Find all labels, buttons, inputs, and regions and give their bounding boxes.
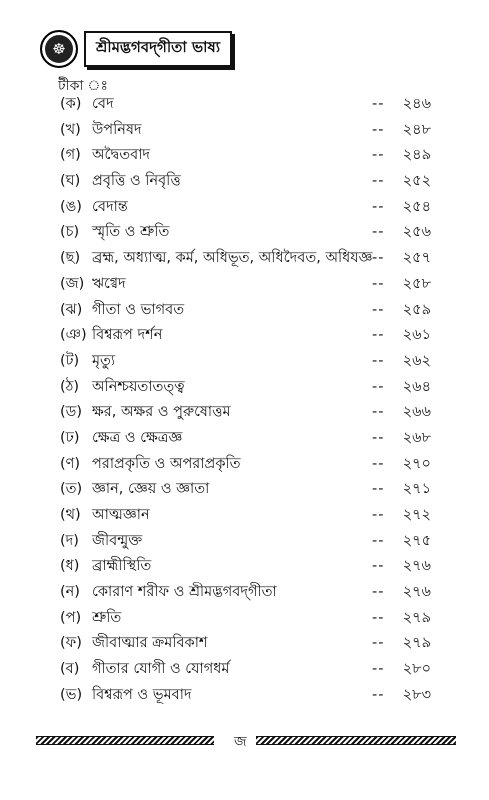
toc-entry-title: বেদ bbox=[92, 96, 114, 112]
toc-entry-page: ২৫৬ bbox=[402, 224, 431, 241]
toc-entry-title: আত্মজ্ঞান bbox=[92, 507, 150, 523]
footer-ornament-right bbox=[256, 736, 456, 745]
toc-entry bbox=[0, 92, 489, 118]
toc-entry bbox=[0, 375, 489, 401]
toc-entry-dash: -- bbox=[372, 635, 385, 652]
toc-entry-marker: (ব) bbox=[60, 661, 80, 678]
toc-entry-page: ২৬২ bbox=[402, 352, 431, 369]
toc-entry-marker: (খ) bbox=[60, 121, 81, 138]
toc-entry-dash: -- bbox=[372, 404, 385, 421]
toc-entry-title: গীতা ও ভাগবত bbox=[92, 301, 185, 318]
toc-entry-title: কোরাণ শরীফ ও শ্রীমদ্ভগবদ্‌গীতা bbox=[92, 584, 277, 601]
toc-entry-marker: (ন) bbox=[60, 584, 80, 601]
toc-entry bbox=[0, 683, 489, 709]
toc-entry-page: ২৬৬ bbox=[402, 404, 431, 421]
toc-entry-marker: (ণ) bbox=[60, 455, 81, 472]
toc-entry-dash: -- bbox=[372, 352, 385, 369]
footer-ornament-left bbox=[36, 736, 214, 745]
toc-entry-page: ২৬৮ bbox=[402, 429, 431, 446]
toc-entry-page: ২৮৩ bbox=[402, 686, 431, 703]
toc-entry-title: শ্রুতি bbox=[92, 609, 122, 626]
toc-entry-marker: (ঞ) bbox=[60, 327, 87, 344]
toc-entry bbox=[0, 298, 489, 324]
toc-entry-page: ২৪৬ bbox=[402, 96, 431, 112]
toc-entry-title: অনিশ্চয়তাতত্ত্ব bbox=[92, 378, 185, 395]
toc-entry bbox=[0, 143, 489, 169]
toc-entry bbox=[0, 246, 489, 272]
toc-entry-title: প্রবৃত্তি ও নিবৃত্তি bbox=[92, 173, 181, 190]
toc-entry-dash: -- bbox=[372, 455, 385, 472]
toc-entry-title: বেদান্ত bbox=[92, 198, 128, 215]
toc-entry-page: ২৫৪ bbox=[402, 198, 431, 215]
toc-entry bbox=[0, 606, 489, 632]
toc-entry bbox=[0, 529, 489, 555]
toc-entry bbox=[0, 477, 489, 503]
toc-entry bbox=[0, 220, 489, 246]
toc-entry-dash: -- bbox=[372, 558, 385, 575]
page-mark: জ bbox=[234, 734, 247, 750]
toc-entry-page: ২৭১ bbox=[402, 481, 431, 498]
toc-entry bbox=[0, 169, 489, 195]
toc-entry bbox=[0, 118, 489, 144]
toc-entry-marker: (দ) bbox=[60, 532, 79, 549]
toc-entry-dash: -- bbox=[372, 121, 385, 138]
toc-entry-title: বিশ্বরূপ ও ভূমবাদ bbox=[92, 686, 192, 703]
toc-entry-page: ২৭০ bbox=[402, 455, 431, 472]
toc-entry-title: উপনিষদ bbox=[92, 121, 142, 138]
toc-entry-page: ২৮০ bbox=[402, 661, 431, 678]
toc-entry bbox=[0, 580, 489, 606]
toc-entry bbox=[0, 452, 489, 478]
toc-entry-dash: -- bbox=[372, 378, 385, 395]
toc-entry-title: গীতার যোগী ও যোগধর্ম bbox=[92, 661, 230, 678]
toc-entry-title: স্মৃতি ও শ্রুতি bbox=[92, 224, 170, 241]
toc-entry-marker: (ঠ) bbox=[60, 378, 80, 395]
toc-entry-title: ক্ষেত্র ও ক্ষেত্রজ্ঞ bbox=[92, 429, 183, 446]
toc-entry bbox=[0, 195, 489, 221]
toc-entry-page: ২৭৯ bbox=[402, 635, 431, 652]
toc-entry-page: ২৫৭ bbox=[402, 250, 431, 267]
toc-entry-page: ২৭৬ bbox=[402, 558, 431, 575]
toc-entry-dash: -- bbox=[372, 507, 385, 523]
toc-entry-page: ২৭৬ bbox=[402, 584, 431, 601]
toc-entry-dash: -- bbox=[372, 198, 385, 215]
toc-entry-title: ব্রাহ্মীস্থিতি bbox=[92, 558, 152, 575]
toc-entry-title: ব্রহ্ম, অধ্যাত্ম, কর্ম, অধিভূত, অধিদৈবত, অধিযজ্ঞ bbox=[92, 250, 373, 267]
toc-entry-marker: (চ) bbox=[60, 224, 80, 241]
toc-entry-page: ২৪৯ bbox=[402, 147, 431, 164]
toc-entry-title: ক্ষর, অক্ষর ও পুরুষোত্তম bbox=[92, 404, 231, 421]
toc-entry-dash: -- bbox=[372, 584, 385, 601]
page-footer bbox=[36, 733, 456, 750]
toc-entry bbox=[0, 349, 489, 375]
toc-entry-marker: (ধ) bbox=[60, 558, 80, 575]
toc-entry bbox=[0, 400, 489, 426]
toc-entry-dash: -- bbox=[372, 275, 385, 292]
toc-entry-dash: -- bbox=[372, 481, 385, 498]
page-header bbox=[40, 30, 232, 68]
toc-entry-dash: -- bbox=[372, 532, 385, 549]
toc-entry-marker: (ভ) bbox=[60, 686, 83, 703]
toc-entry bbox=[0, 426, 489, 452]
toc-entry-title: জ্ঞান, জ্ঞেয় ও জ্ঞাতা bbox=[92, 481, 210, 498]
toc-entry-marker: (জ) bbox=[60, 275, 85, 292]
toc-entry-marker: (ঘ) bbox=[60, 173, 81, 190]
toc-entry-dash: -- bbox=[372, 429, 385, 446]
toc-entry-title: মৃত্যু bbox=[92, 352, 116, 369]
toc-list bbox=[0, 92, 489, 709]
toc-entry-dash: -- bbox=[372, 609, 385, 626]
toc-entry-title: ঋগ্বেদ bbox=[92, 275, 126, 292]
toc-entry-page: ২৭২ bbox=[402, 507, 431, 523]
toc-entry-marker: (ট) bbox=[60, 352, 80, 369]
toc-entry bbox=[0, 631, 489, 657]
toc-entry bbox=[0, 272, 489, 298]
toc-entry-page: ২৪৮ bbox=[402, 121, 431, 138]
toc-entry-marker: (ড) bbox=[60, 404, 82, 421]
toc-entry bbox=[0, 657, 489, 683]
toc-entry-page: ২৭৯ bbox=[402, 609, 431, 626]
toc-entry-page: ২৫২ bbox=[402, 173, 431, 190]
toc-entry-marker: (ঙ) bbox=[60, 198, 82, 215]
toc-entry-dash: -- bbox=[372, 147, 385, 164]
book-title: শ্রীমদ্ভগবদ্‌গীতা ভাষ্য bbox=[84, 31, 232, 67]
toc-entry-marker: (প) bbox=[60, 609, 82, 626]
toc-entry bbox=[0, 323, 489, 349]
toc-entry-page: ২৫৮ bbox=[402, 275, 431, 292]
toc-entry-dash: -- bbox=[372, 250, 385, 267]
toc-entry bbox=[0, 554, 489, 580]
toc-entry-dash: -- bbox=[372, 301, 385, 318]
toc-entry-page: ২৫৯ bbox=[402, 301, 431, 318]
toc-entry-marker: (ফ) bbox=[60, 635, 82, 652]
toc-entry bbox=[0, 503, 489, 529]
toc-entry-title: জীবন্মুক্ত bbox=[92, 532, 143, 549]
toc-entry-dash: -- bbox=[372, 96, 385, 112]
toc-entry-marker: (গ) bbox=[60, 147, 81, 164]
gita-chariot-emblem-icon: ☸ bbox=[40, 30, 78, 68]
toc-entry-marker: (ক) bbox=[60, 96, 82, 112]
toc-entry-page: ২৭৫ bbox=[402, 532, 431, 549]
toc-entry-page: ২৬১ bbox=[402, 327, 431, 344]
toc-entry-title: পরাপ্রকৃতি ও অপরাপ্রকৃতি bbox=[92, 455, 241, 472]
toc-entry-page: ২৬৪ bbox=[402, 378, 431, 395]
toc-entry-title: জীবাত্মার ক্রমবিকাশ bbox=[92, 635, 208, 652]
toc-entry-dash: -- bbox=[372, 327, 385, 344]
toc-entry-dash: -- bbox=[372, 173, 385, 190]
toc-entry-marker: (ত) bbox=[60, 481, 83, 498]
section-label: টীকা ঃ bbox=[58, 78, 108, 94]
toc-entry-dash: -- bbox=[372, 661, 385, 678]
toc-entry-marker: (ঝ) bbox=[60, 301, 83, 318]
toc-entry-dash: -- bbox=[372, 224, 385, 241]
toc-entry-marker: (ছ) bbox=[60, 250, 81, 267]
toc-entry-marker: (থ) bbox=[60, 507, 81, 523]
toc-entry-dash: -- bbox=[372, 686, 385, 703]
toc-entry-title: বিশ্বরূপ দর্শন bbox=[92, 327, 163, 344]
toc-entry-title: অদ্বৈতবাদ bbox=[92, 147, 151, 164]
toc-entry-marker: (ঢ) bbox=[60, 429, 80, 446]
